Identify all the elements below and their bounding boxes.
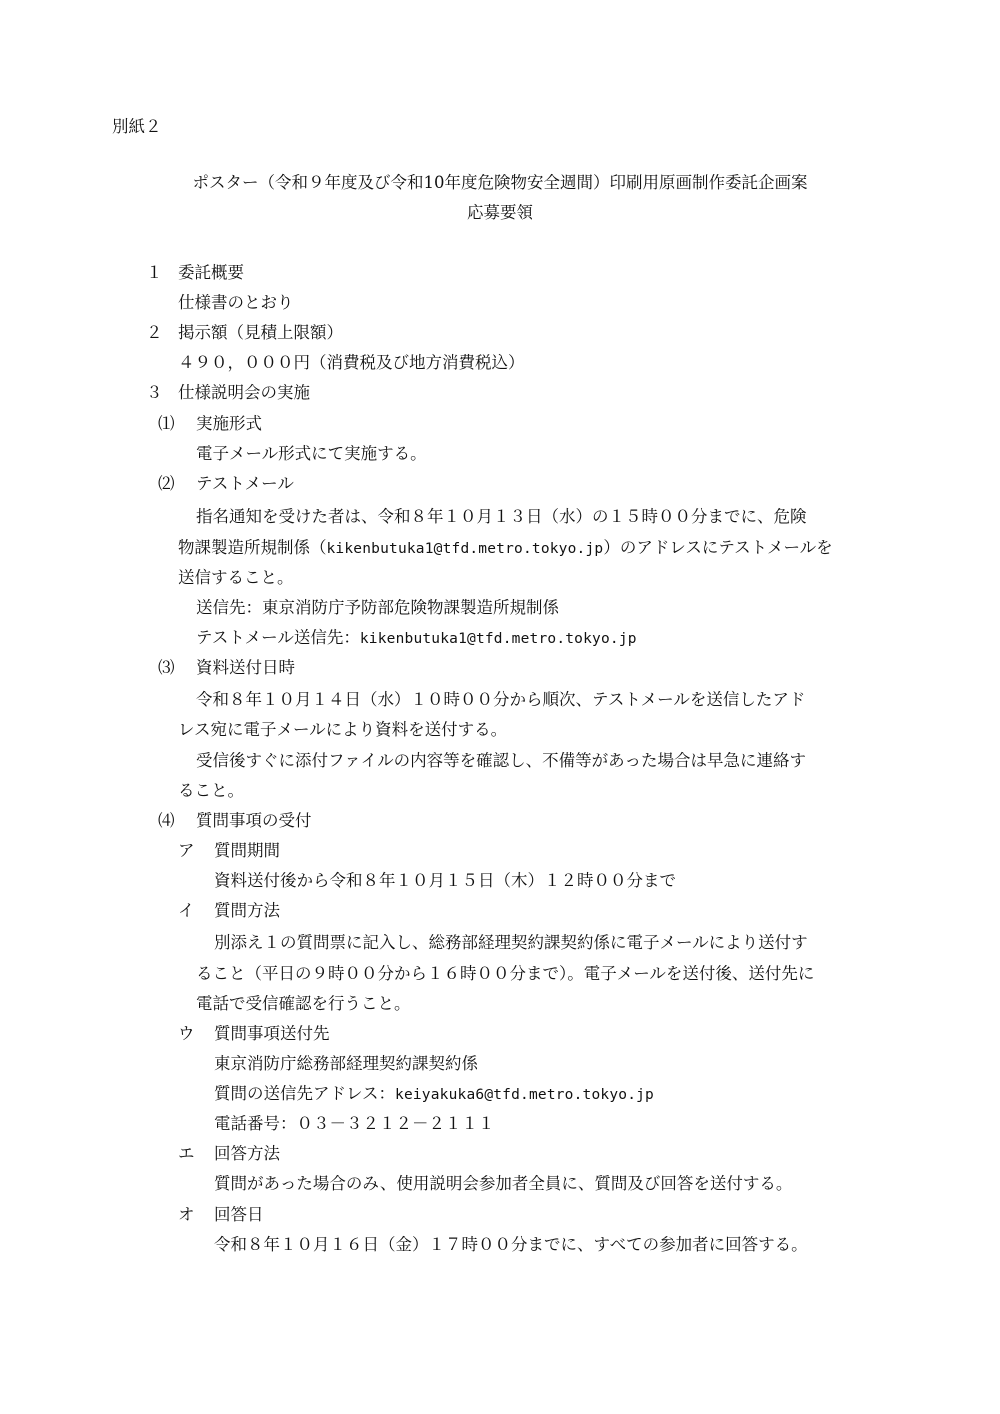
item-heading: 回答日	[214, 1205, 264, 1224]
question-address-line	[214, 1083, 654, 1105]
subsection-number: ⑷	[158, 811, 175, 830]
section-heading: 掲示額（見積上限額）	[178, 323, 343, 342]
subsection-number: ⑵	[158, 474, 175, 493]
budget-amount: ４９０，０００円（消費税及び地方消費税込）	[178, 353, 525, 372]
text-fragment: ）のアドレスにテストメールを	[603, 538, 833, 557]
paragraph-line: 受信後すぐに添付ファイルの内容等を確認し、不備等があった場合は早急に連絡す	[196, 751, 807, 770]
text-fragment: テストメール送信先：	[196, 628, 360, 647]
text-fragment: 物課製造所規制係（	[178, 538, 327, 557]
item-heading: 回答方法	[214, 1144, 280, 1163]
section-heading: 委託概要	[178, 263, 244, 282]
item-marker: エ	[178, 1144, 195, 1163]
section-heading: 仕様説明会の実施	[178, 383, 310, 402]
subsection-heading: 資料送付日時	[196, 658, 295, 677]
section-number: １	[146, 263, 163, 282]
item-body: 令和８年１０月１６日（金）１７時００分までに、すべての参加者に回答する。	[214, 1235, 808, 1254]
email-address[interactable]: kikenbutuka1@tfd.metro.tokyo.jp	[326, 541, 604, 557]
item-marker: オ	[178, 1205, 195, 1224]
paragraph-line: 指名通知を受けた者は、令和８年１０月１３日（水）の１５時００分までに、危険	[196, 507, 807, 526]
email-address[interactable]: keiyakuka6@tfd.metro.tokyo.jp	[395, 1087, 654, 1103]
section-number: ２	[146, 323, 163, 342]
paragraph-line: 別添え１の質問票に記入し、総務部経理契約課契約係に電子メールにより送付す	[214, 933, 808, 952]
paragraph-line: 令和８年１０月１４日（水）１０時００分から順次、テストメールを送信したアド	[196, 690, 806, 709]
paragraph-line: レス宛に電子メールにより資料を送付する。	[178, 720, 508, 739]
item-heading: 質問期間	[214, 841, 280, 860]
item-heading: 質問方法	[214, 901, 280, 920]
section-number: ３	[146, 383, 163, 402]
section-body: 仕様書のとおり	[178, 293, 294, 312]
organization-name: 東京消防庁総務部経理契約課契約係	[214, 1054, 478, 1073]
email-address[interactable]: kikenbutuka1@tfd.metro.tokyo.jp	[359, 631, 637, 647]
attachment-label: 別紙２	[112, 117, 162, 136]
paragraph-line	[178, 537, 833, 559]
item-heading: 質問事項送付先	[214, 1024, 330, 1043]
text-fragment: 質問の送信先アドレス：	[214, 1084, 396, 1103]
item-marker: ア	[178, 841, 195, 860]
item-body: 資料送付後から令和８年１０月１５日（木）１２時００分まで	[214, 871, 676, 890]
subsection-heading: 実施形式	[196, 414, 262, 433]
item-marker: イ	[178, 901, 195, 920]
paragraph-line: ること（平日の９時００分から１６時００分まで）。電子メールを送付後、送付先に	[196, 964, 815, 983]
test-mail-line	[196, 627, 637, 649]
subsection-heading: テストメール	[196, 474, 294, 493]
document-subtitle: 応募要領	[467, 203, 533, 222]
paragraph-line: ること。	[178, 781, 244, 800]
item-body: 質問があった場合のみ、使用説明会参加者全員に、質問及び回答を送付する。	[214, 1174, 793, 1193]
subsection-heading: 質問事項の受付	[196, 811, 312, 830]
subsection-number: ⑶	[158, 658, 175, 677]
subsection-body: 電子メール形式にて実施する。	[196, 444, 427, 463]
subsection-number: ⑴	[158, 414, 175, 433]
paragraph-line: 送信すること。	[178, 568, 294, 587]
document-title: ポスター（令和９年度及び令和10年度危険物安全週間）印刷用原画制作委託企画案	[192, 173, 808, 192]
destination-line: 送信先：東京消防庁予防部危険物課製造所規制係	[196, 598, 559, 617]
phone-number: 電話番号：０３－３２１２－２１１１	[214, 1114, 495, 1133]
item-marker: ウ	[178, 1024, 195, 1043]
paragraph-line: 電話で受信確認を行うこと。	[196, 994, 411, 1013]
